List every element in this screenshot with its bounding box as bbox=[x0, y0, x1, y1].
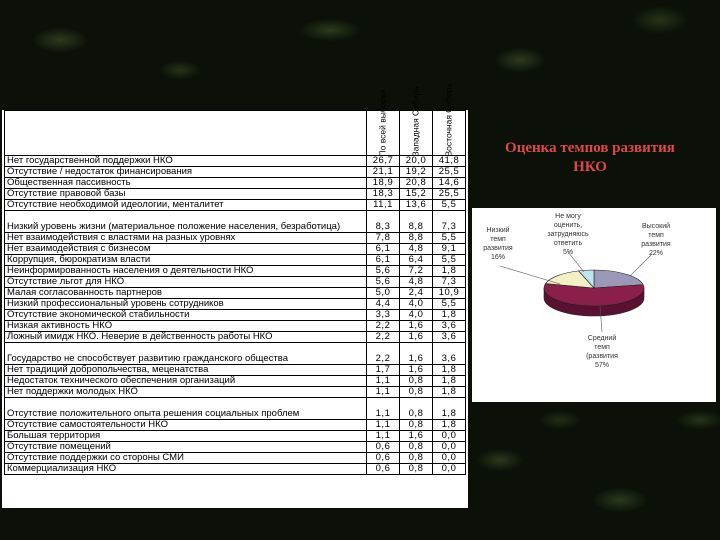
chart-panel bbox=[472, 208, 716, 402]
row-label: Низкая активность НКО bbox=[5, 321, 367, 332]
row-label: Большая территория bbox=[5, 431, 367, 442]
row-value: 1,8 bbox=[433, 376, 466, 387]
table-row bbox=[5, 288, 466, 299]
pie-label-line: 57% bbox=[594, 362, 609, 369]
row-value: 5,0 bbox=[367, 288, 400, 299]
pie-label-line: развития bbox=[641, 241, 671, 248]
pie-leader-line bbox=[500, 266, 560, 284]
row-value: 2,2 bbox=[367, 343, 400, 365]
row-label: Отсутствие необходимой идеологии, менталитет bbox=[5, 200, 367, 211]
table-row bbox=[5, 420, 466, 431]
row-label: Отсутствие льгот для НКО bbox=[5, 277, 367, 288]
table-row bbox=[5, 233, 466, 244]
row-value: 4,0 bbox=[400, 310, 433, 321]
row-value: 0,8 bbox=[400, 442, 433, 453]
table-row bbox=[5, 442, 466, 453]
row-label: Нет государственной поддержки НКО bbox=[5, 156, 367, 167]
row-value: 5,5 bbox=[433, 299, 466, 310]
table-row bbox=[5, 398, 466, 420]
row-value: 6,4 bbox=[400, 255, 433, 266]
row-value: 1,1 bbox=[367, 376, 400, 387]
row-value: 1,1 bbox=[367, 398, 400, 420]
table-row bbox=[5, 387, 466, 398]
row-label: Коммерциализация НКО bbox=[5, 464, 367, 475]
row-value: 18,9 bbox=[367, 178, 400, 189]
row-value: 1,6 bbox=[400, 431, 433, 442]
pie-label-line: Средний bbox=[587, 335, 617, 342]
row-value: 1,8 bbox=[433, 310, 466, 321]
table-row bbox=[5, 453, 466, 464]
row-value: 1,8 bbox=[433, 266, 466, 277]
row-value: 7,8 bbox=[367, 233, 400, 244]
row-value: 19,2 bbox=[400, 167, 433, 178]
row-label: Нет традиций добропольчества, меценатства bbox=[5, 365, 367, 376]
row-value: 0,8 bbox=[400, 453, 433, 464]
table-panel bbox=[2, 83, 468, 508]
table-row bbox=[5, 277, 466, 288]
table-row bbox=[5, 244, 466, 255]
row-value: 14,6 bbox=[433, 178, 466, 189]
table-row bbox=[5, 167, 466, 178]
row-value: 0,6 bbox=[367, 442, 400, 453]
label-high bbox=[630, 222, 682, 258]
row-value: 1,1 bbox=[367, 431, 400, 442]
row-value: 15,2 bbox=[400, 189, 433, 200]
table-row bbox=[5, 178, 466, 189]
row-label: Ложный имидж НКО. Неверие в действенность работы НКО bbox=[5, 332, 367, 343]
row-value: 1,1 bbox=[367, 420, 400, 431]
row-value: 2,2 bbox=[367, 321, 400, 332]
row-value: 18,3 bbox=[367, 189, 400, 200]
table-row bbox=[5, 365, 466, 376]
pie-label-line: Не могу bbox=[555, 213, 581, 220]
pie-label-line: ответить bbox=[553, 240, 583, 247]
row-value: 3,6 bbox=[433, 332, 466, 343]
row-value: 4,4 bbox=[367, 299, 400, 310]
row-value: 0,0 bbox=[433, 464, 466, 475]
row-label: Недостаток технического обеспечения организаций bbox=[5, 376, 367, 387]
table-row bbox=[5, 189, 466, 200]
pie-label-line: затрудняюсь bbox=[547, 231, 589, 238]
row-value: 2,4 bbox=[400, 288, 433, 299]
row-value: 7,3 bbox=[433, 277, 466, 288]
table-row bbox=[5, 200, 466, 211]
pie-label-line: темп bbox=[648, 232, 664, 239]
row-label: Отсутствие самостоятельности НКО bbox=[5, 420, 367, 431]
header-east: Восточная Сибирь bbox=[433, 111, 466, 156]
row-label: Отсутствие поддержки со стороны СМИ bbox=[5, 453, 367, 464]
row-value: 1,8 bbox=[433, 387, 466, 398]
row-value: 9,1 bbox=[433, 244, 466, 255]
row-value: 20,8 bbox=[400, 178, 433, 189]
pie-label-line: 16% bbox=[490, 254, 505, 261]
label-unsure bbox=[538, 212, 598, 257]
table-row bbox=[5, 156, 466, 167]
row-value: 1,8 bbox=[433, 365, 466, 376]
row-value: 0,0 bbox=[433, 453, 466, 464]
row-value: 6,1 bbox=[367, 255, 400, 266]
row-value: 4,0 bbox=[400, 299, 433, 310]
pie-label-line: темп bbox=[594, 344, 610, 351]
table-row bbox=[5, 255, 466, 266]
row-value: 0,0 bbox=[433, 442, 466, 453]
row-value: 3,6 bbox=[433, 321, 466, 332]
row-value: 1,8 bbox=[433, 398, 466, 420]
row-label: Низкий уровень жизни (материальное положение населения, безработица) bbox=[5, 211, 367, 233]
row-label: Отсутствие положительного опыта решения социальных проблем bbox=[5, 398, 367, 420]
row-value: 0,6 bbox=[367, 453, 400, 464]
row-value: 3,3 bbox=[367, 310, 400, 321]
table-header-row bbox=[5, 111, 466, 156]
pie-label-line: Низкий bbox=[486, 227, 510, 234]
row-value: 1,6 bbox=[400, 332, 433, 343]
row-label: Низкий профессиональный уровень сотрудников bbox=[5, 299, 367, 310]
table-row bbox=[5, 211, 466, 233]
table-row bbox=[5, 299, 466, 310]
pie-label-line: (развития bbox=[586, 353, 618, 360]
row-value: 1,6 bbox=[400, 321, 433, 332]
pie-label-line: 22% bbox=[648, 250, 663, 257]
row-value: 5,5 bbox=[433, 255, 466, 266]
table-row bbox=[5, 343, 466, 365]
row-label: Отсутствие экономической стабильности bbox=[5, 310, 367, 321]
row-value: 20,0 bbox=[400, 156, 433, 167]
header-west: Западная Сибирь bbox=[400, 111, 433, 156]
problems-table bbox=[4, 83, 466, 475]
label-low bbox=[478, 226, 518, 262]
header-all: По всей выборке bbox=[367, 111, 400, 156]
table-row bbox=[5, 310, 466, 321]
row-value: 25,5 bbox=[433, 189, 466, 200]
row-value: 0,8 bbox=[400, 420, 433, 431]
row-value: 1,8 bbox=[433, 420, 466, 431]
row-value: 4,8 bbox=[400, 244, 433, 255]
label-mid bbox=[572, 334, 632, 370]
pie-label-line: 5% bbox=[562, 249, 574, 256]
row-label: Нет взаимодействия с властями на разных уровнях bbox=[5, 233, 367, 244]
row-value: 0,8 bbox=[400, 387, 433, 398]
row-value: 0,0 bbox=[433, 431, 466, 442]
pie-label-line: Высокий bbox=[641, 223, 671, 230]
row-label: Общественная пассивность bbox=[5, 178, 367, 189]
row-value: 5,5 bbox=[433, 233, 466, 244]
row-value: 0,6 bbox=[367, 464, 400, 475]
chart-title: Оценка темпов развития НКО bbox=[505, 140, 675, 175]
row-value: 26,7 bbox=[367, 156, 400, 167]
row-label: Отсутствие / недостаток финансирования bbox=[5, 167, 367, 178]
row-value: 8,3 bbox=[367, 211, 400, 233]
row-value: 7,3 bbox=[433, 211, 466, 233]
pie-label-line: развития bbox=[483, 245, 513, 252]
row-value: 2,2 bbox=[367, 332, 400, 343]
row-value: 3,6 bbox=[433, 343, 466, 365]
row-value: 0,8 bbox=[400, 398, 433, 420]
table-row bbox=[5, 321, 466, 332]
row-label: Государство не способствует развитию гражданского общества bbox=[5, 343, 367, 365]
row-value: 5,5 bbox=[433, 200, 466, 211]
table-row bbox=[5, 464, 466, 475]
row-value: 7,2 bbox=[400, 266, 433, 277]
row-value: 6,1 bbox=[367, 244, 400, 255]
row-value: 1,1 bbox=[367, 387, 400, 398]
row-label: Коррупция, бюрократизм власти bbox=[5, 255, 367, 266]
row-value: 11,1 bbox=[367, 200, 400, 211]
row-value: 1,6 bbox=[400, 365, 433, 376]
table-row bbox=[5, 332, 466, 343]
row-value: 8,8 bbox=[400, 211, 433, 233]
table-row bbox=[5, 266, 466, 277]
row-value: 5,6 bbox=[367, 266, 400, 277]
row-value: 0,8 bbox=[400, 376, 433, 387]
row-value: 4,8 bbox=[400, 277, 433, 288]
pie-label-line: темп bbox=[490, 236, 506, 243]
row-value: 25,5 bbox=[433, 167, 466, 178]
table-row bbox=[5, 376, 466, 387]
table-header-blank bbox=[5, 111, 367, 156]
row-label: Отсутствие правовой базы bbox=[5, 189, 367, 200]
row-label: Нет поддержки молодых НКО bbox=[5, 387, 367, 398]
row-value: 21,1 bbox=[367, 167, 400, 178]
row-value: 1,7 bbox=[367, 365, 400, 376]
table-row bbox=[5, 431, 466, 442]
row-label: Неинформированность населения о деятельности НКО bbox=[5, 266, 367, 277]
row-label: Малая согласованность партнеров bbox=[5, 288, 367, 299]
row-value: 0,8 bbox=[400, 464, 433, 475]
row-label: Нет взаимодействия с бизнесом bbox=[5, 244, 367, 255]
row-label: Отсутствие помещений bbox=[5, 442, 367, 453]
row-value: 1,6 bbox=[400, 343, 433, 365]
row-value: 41,8 bbox=[433, 156, 466, 167]
row-value: 8,8 bbox=[400, 233, 433, 244]
row-value: 5,6 bbox=[367, 277, 400, 288]
row-value: 13,6 bbox=[400, 200, 433, 211]
row-value: 10,9 bbox=[433, 288, 466, 299]
pie-label-line: оценить, bbox=[553, 222, 583, 229]
